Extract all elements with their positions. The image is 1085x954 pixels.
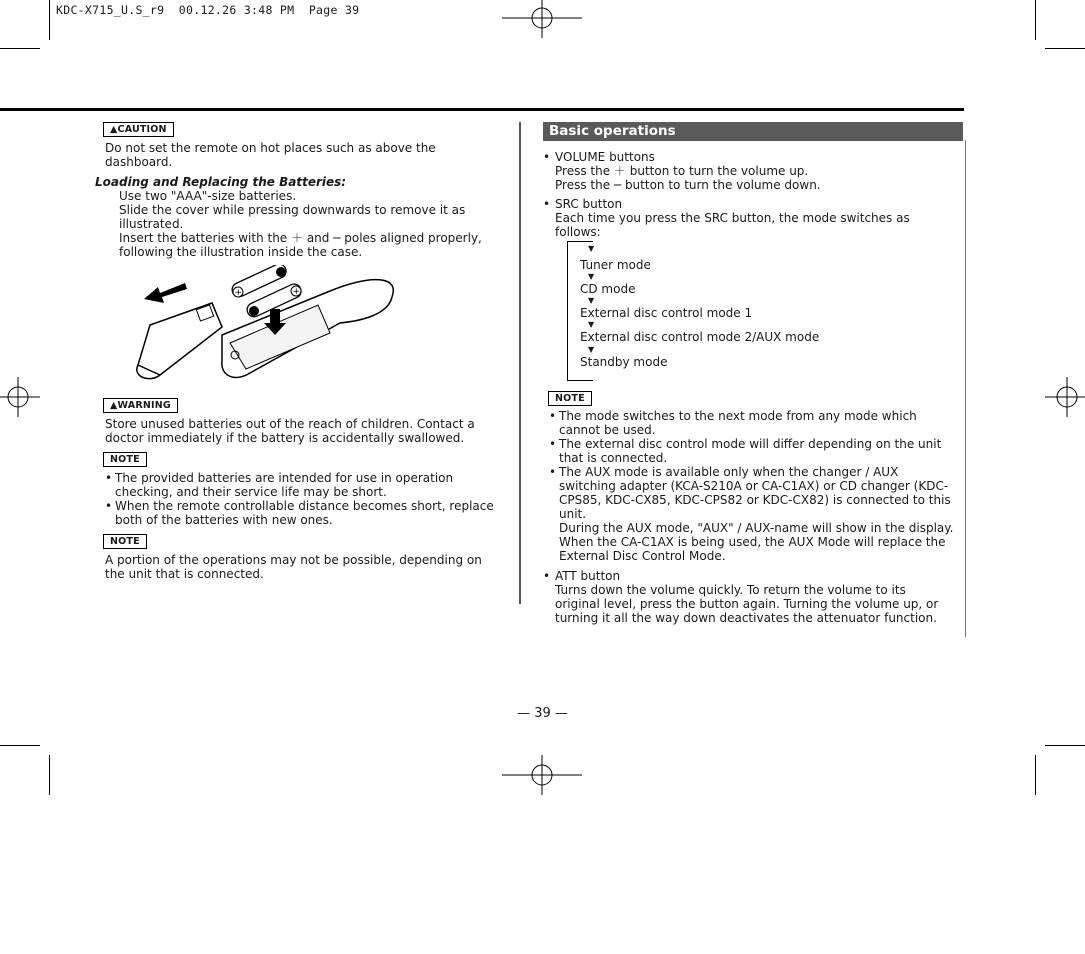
caution-triangle-icon: ▲ xyxy=(110,124,118,135)
warning-label: ▲WARNING xyxy=(103,398,178,413)
note-label: NOTE xyxy=(103,534,147,549)
item-title: VOLUME buttons xyxy=(555,150,655,164)
item-text: Press the ＋ button to turn the volume up. xyxy=(555,164,809,178)
registration-mark-top xyxy=(502,0,582,40)
print-header: KDC-X715_U.S_r9 00.12.26 3:48 PM Page 39 xyxy=(56,3,360,17)
note-text: When the CA-C1AX is being used, the AUX Mode will replace the External Disc Control Mode. xyxy=(559,535,946,563)
registration-mark-right xyxy=(1045,377,1085,417)
mode-cycle-diagram xyxy=(567,241,867,381)
remote-battery-illustration xyxy=(130,265,430,393)
list-item: • When the remote controllable distance becomes short, replace both of the batteries with new ones. xyxy=(105,499,494,527)
batteries-line: Use two "AAA"-size batteries. xyxy=(119,189,297,203)
mode-item: External disc control mode 2/AUX mode xyxy=(580,330,820,344)
warning-text: Store unused batteries out of the reach of children. Contact a doctor immediately if the battery is accidentally swallowed. xyxy=(105,417,475,445)
list-item: • SRC button Each time you press the SRC button, the mode switches as follows: ▼ Tuner mode ▼ CD mode ▼ External disc control mode 1 ▼ External disc control mode 2/AUX mode ▼ Standby mode xyxy=(543,197,961,381)
registration-mark-left xyxy=(0,377,40,417)
caution-text: Do not set the remote on hot places such as above the dashboard. xyxy=(105,141,436,169)
svg-text:+: + xyxy=(292,287,301,297)
note-label: NOTE xyxy=(103,452,147,467)
item-text: Turns down the volume quickly. To return the volume to its original level, press the button again. Turning the volume up, or turning it all the way down deactivates the attenuator function. xyxy=(555,583,939,625)
column-divider-right xyxy=(965,140,966,637)
list-item: • The AUX mode is available only when the changer / AUX switching adapter (KCA-S210A or CA-C1AX) or CD changer (KDC-CPS85, KDC-CX85, KDC-CPS82 or KDC-CX82) is connected to this unit. xyxy=(549,465,951,521)
page-number: — 39 — xyxy=(517,706,568,721)
flow-line xyxy=(567,380,593,381)
list-item: • ATT button Turns down the volume quickly. To return the volume to its original level, press the button again. Turning the volume up, or turning it all the way down deactivates the attenuator function. xyxy=(543,569,961,625)
batteries-line: Slide the cover while pressing downwards to remove it as illustrated. xyxy=(119,203,466,231)
list-item: • The mode switches to the next mode from any mode which cannot be used. xyxy=(549,409,917,437)
item-title: SRC button xyxy=(555,197,623,211)
left-column xyxy=(95,121,505,581)
svg-text:+: + xyxy=(234,288,243,298)
mode-item: External disc control mode 1 xyxy=(580,306,753,320)
crop-mark xyxy=(49,755,50,795)
item-text: Press the ─ button to turn the volume down. xyxy=(555,178,821,192)
caution-label: ▲CAUTION xyxy=(103,122,174,137)
arrow-down-icon: ▼ xyxy=(588,272,595,281)
registration-mark-bottom xyxy=(502,755,582,795)
list-item: • The external disc control mode will differ depending on the unit that is connected. xyxy=(549,437,942,465)
mode-item: Tuner mode xyxy=(580,258,651,272)
crop-mark xyxy=(1035,0,1036,40)
batteries-line: Insert the batteries with the ＋ and ─ poles aligned properly, following the illustration inside the case. xyxy=(119,231,482,259)
note-label: NOTE xyxy=(548,391,592,406)
note-text: During the AUX mode, "AUX" / AUX-name will show in the display. xyxy=(559,521,954,535)
crop-mark xyxy=(1045,745,1085,746)
crop-mark xyxy=(0,745,40,746)
list-item: • VOLUME buttons Press the ＋ button to turn the volume up. Press the ─ button to turn the volume down. xyxy=(543,150,821,192)
batteries-heading: Loading and Replacing the Batteries: xyxy=(95,175,347,189)
arrow-down-icon: ▼ xyxy=(588,296,595,305)
column-divider xyxy=(519,122,521,604)
flow-line xyxy=(567,241,568,380)
crop-mark xyxy=(1045,48,1085,49)
item-title: ATT button xyxy=(555,569,621,583)
mode-item: Standby mode xyxy=(580,355,668,369)
crop-mark xyxy=(49,0,50,40)
warning-triangle-icon: ▲ xyxy=(110,400,118,411)
arrow-down-icon: ▼ xyxy=(588,345,595,354)
list-item: • The provided batteries are intended for use in operation checking, and their service life may be short. xyxy=(105,471,454,499)
section-title: Basic operations xyxy=(543,122,963,141)
header-rule xyxy=(0,108,964,111)
crop-mark xyxy=(1035,755,1036,795)
note-text: A portion of the operations may not be possible, depending on the unit that is connected. xyxy=(105,553,482,581)
arrow-down-icon: ▼ xyxy=(588,244,595,253)
crop-mark xyxy=(0,48,40,49)
mode-item: CD mode xyxy=(580,282,636,296)
flow-line xyxy=(567,241,593,242)
item-text: Each time you press the SRC button, the mode switches as follows: xyxy=(555,211,910,239)
arrow-down-icon: ▼ xyxy=(588,320,595,329)
right-column xyxy=(543,122,961,625)
